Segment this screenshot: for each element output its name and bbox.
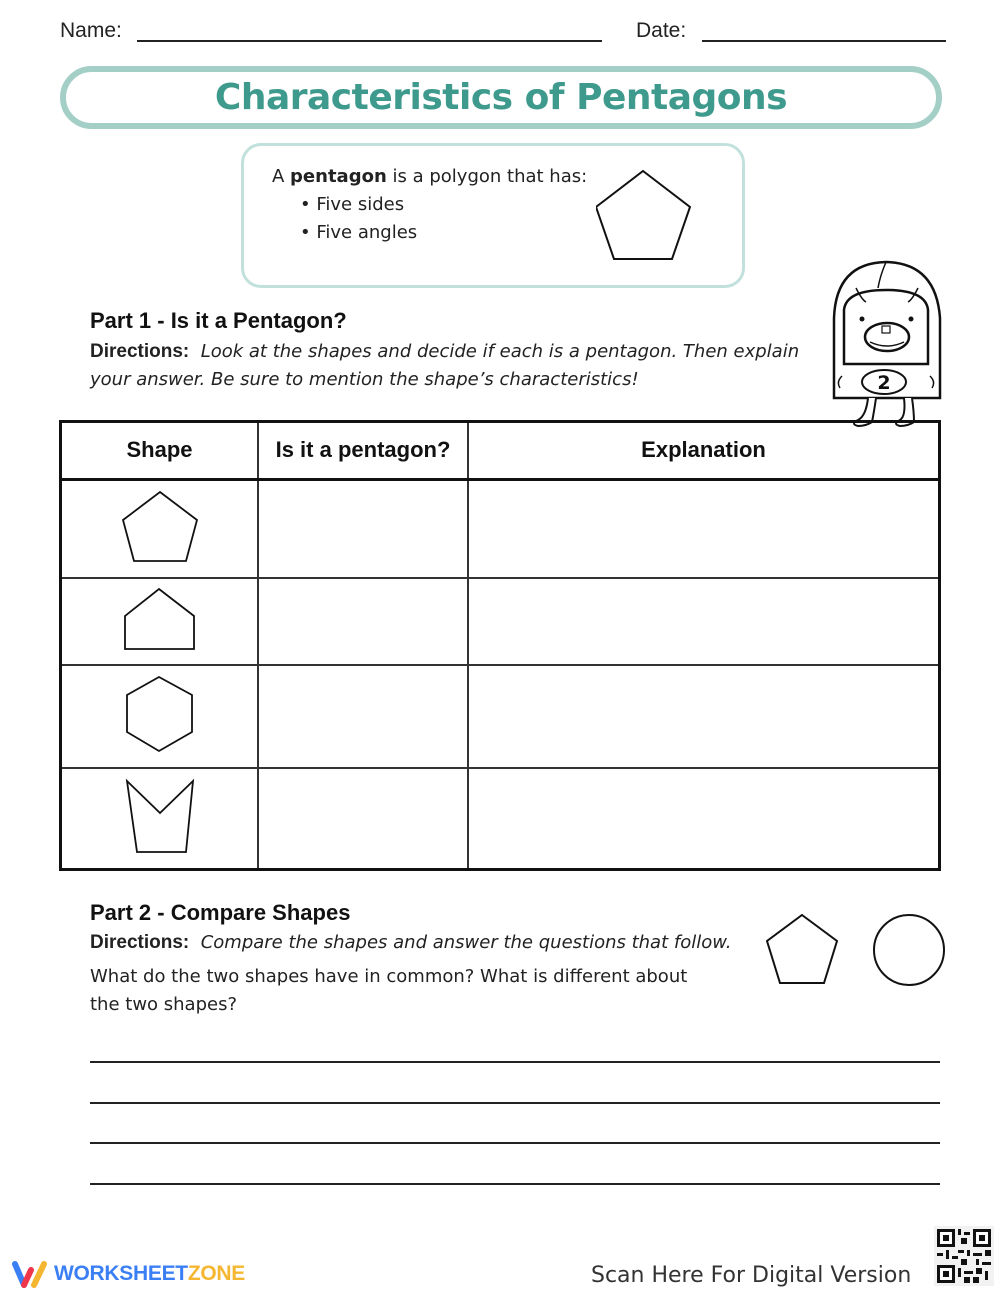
part1-directions-label: Directions: [90,341,190,362]
qr-code-icon[interactable] [934,1226,994,1286]
explanation-cell[interactable] [468,665,938,769]
date-label: Date: [636,19,687,42]
part2-directions [90,929,732,957]
table-row [62,578,938,664]
name-field[interactable] [137,40,602,42]
part1-title: Part 1 - Is it a Pentagon? [90,308,347,333]
part1-directions-text-2: your answer. Be sure to mention the shape’s characteristics! [90,369,639,390]
definition-prefix: A [272,166,291,187]
answer-line-2[interactable] [90,1102,940,1104]
date-field[interactable] [702,40,946,42]
worksheetzone-logo[interactable] [10,1258,245,1290]
logo-text-zone: ZONE [187,1262,245,1285]
logo-w-icon [10,1258,50,1290]
shape-cell [62,578,258,664]
definition-bullet-sides: • Five sides [300,194,405,215]
is-pentagon-cell[interactable] [258,578,468,664]
part1-directions-cont [90,366,639,394]
is-pentagon-cell[interactable] [258,665,468,769]
part1-directions-text-1: Look at the shapes and decide if each is a pentagon. Then explain [200,341,800,362]
shape-cell [62,665,258,769]
concave-pentagon-icon [125,779,195,855]
shape-cell [62,768,258,868]
is-pentagon-cell[interactable] [258,768,468,868]
part2-question-line-1: What do the two shapes have in common? What is different about [90,966,688,987]
column-header-shape: Shape [62,423,258,479]
logo-text-worksheet: WORKSHEET [54,1262,188,1285]
table-header-row [62,423,938,479]
name-label: Name: [60,19,122,42]
shape-cell [62,479,258,578]
mascot-icon [826,258,948,430]
part2-title: Part 2 - Compare Shapes [90,900,351,925]
pentagon-icon [596,166,696,261]
part2-directions-label: Directions: [90,932,190,953]
answer-line-4[interactable] [90,1183,940,1185]
part2-question-line-2: the two shapes? [90,994,238,1015]
is-pentagon-cell[interactable] [258,479,468,578]
pentagon-icon [764,912,840,986]
part1-directions [90,338,810,366]
table-row [62,768,938,868]
table-row [62,479,938,578]
explanation-cell[interactable] [468,578,938,664]
pentagon-table [59,420,941,871]
page-title: Characteristics of Pentagons [214,77,788,118]
circle-icon [871,912,947,988]
definition-intro [272,166,587,187]
explanation-cell[interactable] [468,768,938,868]
definition-suffix: is a polygon that has: [386,166,588,187]
part2-directions-text: Compare the shapes and answer the questions that follow. [200,932,732,953]
regular-pentagon-icon [120,490,200,564]
answer-line-1[interactable] [90,1061,940,1063]
definition-bullet-angles: • Five angles [300,222,418,243]
answer-line-3[interactable] [90,1142,940,1144]
column-header-is-pentagon: Is it a pentagon? [258,423,468,479]
hexagon-icon [125,675,195,753]
column-header-explanation: Explanation [468,423,938,479]
mascot-number: 2 [877,372,891,394]
house-pentagon-icon [123,587,197,651]
title-banner [60,66,942,129]
definition-term: pentagon [290,166,387,187]
scan-text: Scan Here For Digital Version [591,1263,912,1288]
explanation-cell[interactable] [468,479,938,578]
table-row [62,665,938,769]
definition-box [241,143,745,288]
